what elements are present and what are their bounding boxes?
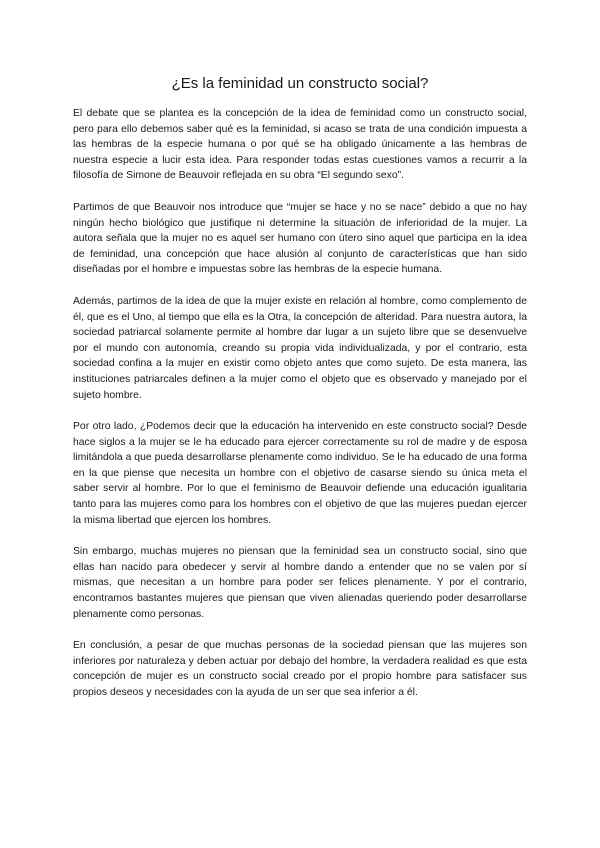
document-body bbox=[73, 106, 527, 717]
paragraph-beauvoir-thesis: Partimos de que Beauvoir nos introduce que “mujer se hace y no se nace” debido a que no hay ningún hecho biológico que justifique ni determine la situación de inferioridad de la mujer. La autora señala que la mujer no es aquel ser humano con útero sino aquel que participa en la idea de feminidad, una concepción que hace alusión al conjunto de características que han sido diseñadas por el hombre e impuestas sobre las hembras de la especie humana. bbox=[73, 201, 527, 276]
document-title: ¿Es la feminidad un constructo social? bbox=[171, 75, 429, 92]
paragraph-counterpoint: Sin embargo, muchas mujeres no piensan que la feminidad sea un constructo social, sino que ellas han nacido para obedecer y servir al hombre dando a entender que no se valen por sí mismas, que necesitan a un hombre para poder ser felices plenamente. Y por el contrario, encontramos bastantes mujeres que piensan que viven alienadas queriendo poder desarrollarse plenamente como personas. bbox=[73, 546, 527, 620]
paragraph-conclusion: En conclusión, a pesar de que muchas personas de la sociedad piensan que las mujeres son inferiores por naturaleza y deben actuar por debajo del hombre, la verdadera realidad es que esta concepción de mujer es un constructo social creado por el propio hombre para satisfacer sus propios deseos y necesidades con la ayuda de un ser que sea inferior a él. bbox=[73, 640, 527, 698]
paragraph-introduction: El debate que se plantea es la concepción de la idea de feminidad como un constructo social, pero para ello debemos saber qué es la feminidad, si acaso se trata de una condición impuesta a las hembras de la especie humana o por qué se ha obligado únicamente a las hembras de nuestra especie a lucir esta idea. Para responder todas estas cuestiones vamos a recurrir a la filosofía de Simone de Beauvoir reflejada en su obra “El segundo sexo”. bbox=[73, 108, 527, 182]
paragraph-alterity: Además, partimos de la idea de que la mujer existe en relación al hombre, como complemento de él, que es el Uno, al tiempo que ella es la Otra, la concepción de alteridad. Para nuestra autora, la sociedad patriarcal solamente permite al hombre dar lugar a un sujeto libre que se desenvuelve por el mundo con autonomía, creando su propia vida individualizada, y por el contrario, esta sociedad confina a la mujer en existir como objeto antes que como sujeto. De esta manera, las instituciones patriarcales definen a la mujer como el objeto que es observado y manejado por el sujeto hombre. bbox=[73, 295, 527, 401]
paragraph-education: Por otro lado, ¿Podemos decir que la educación ha intervenido en este constructo social? Desde hace siglos a la mujer se le ha educado para ejercer correctamente su rol de madre y de esposa limitándola a que pueda desarrollarse plenamente como individuo. Se le ha educado de una forma en la que piense que necesita un hombre con el objetivo de casarse siendo su única meta el saber servir al hombre. Por lo que el feminismo de Beauvoir defiende una educación igualitaria tanto para las mujeres como para los hombres con el objetivo de que las mujeres puedan ejercer la misma libertad que ejercen los hombres. bbox=[73, 421, 527, 526]
